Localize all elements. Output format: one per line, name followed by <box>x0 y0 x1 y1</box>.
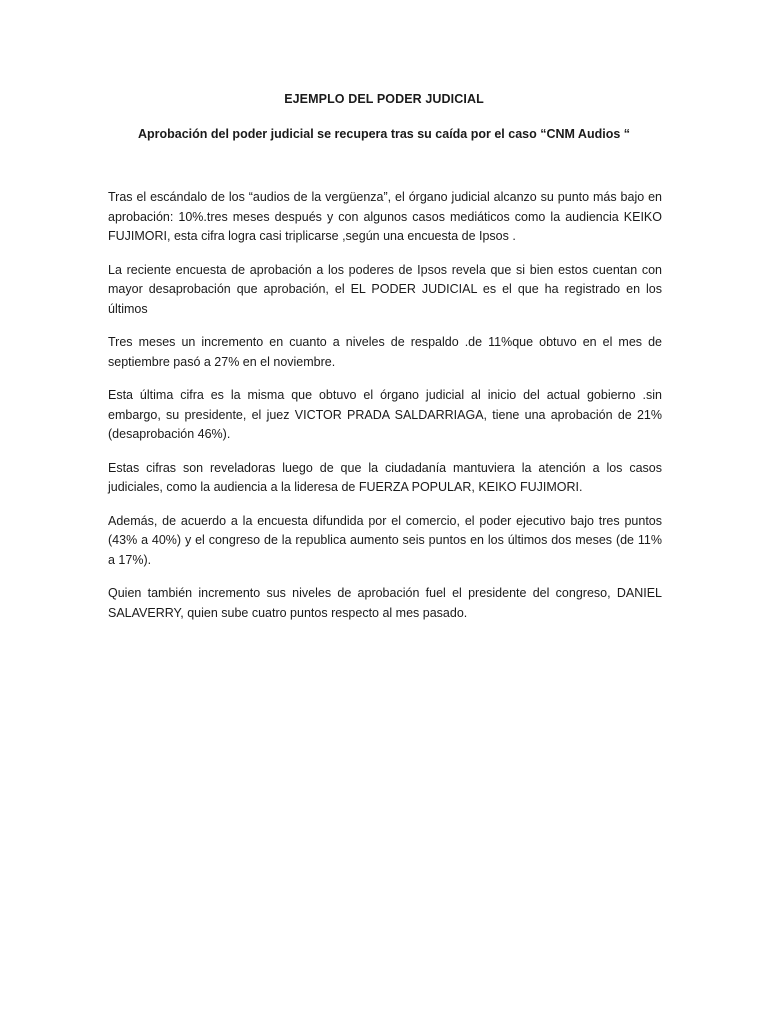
paragraph-3: Tres meses un incremento en cuanto a niveles de respaldo .de 11%que obtuvo en el mes de septiembre pasó a 27% en el noviembre. <box>108 335 662 369</box>
document-title: EJEMPLO DEL PODER JUDICIAL <box>284 92 484 106</box>
paragraph-4: Esta última cifra es la misma que obtuvo el órgano judicial al inicio del actual gobierno .sin embargo, su presidente, el juez VICTOR PRADA SALDARRIAGA, tiene una aprobación de 21% (desaprobación 46%). <box>108 388 662 441</box>
paragraph-5: Estas cifras son reveladoras luego de que la ciudadanía mantuviera la atención a los casos judiciales, como la audiencia a la lideresa de FUERZA POPULAR, KEIKO FUJIMORI. <box>108 460 662 494</box>
paragraph-7: Quien también incremento sus niveles de aprobación fuel el presidente del congreso, DANIEL SALAVERRY, quien sube cuatro puntos respecto al mes pasado. <box>108 586 662 620</box>
document-subtitle: Aprobación del poder judicial se recupera tras su caída por el caso “CNM Audios “ <box>137 127 631 141</box>
paragraph-1: Tras el escándalo de los “audios de la vergüenza”, el órgano judicial alcanzo su punto más bajo en aprobación: 10%.tres meses después y con algunos casos mediáticos como la audiencia KEIKO FUJIMORI, esta cifra logra casi triplicarse ,según una encuesta de Ipsos . <box>108 190 662 243</box>
paragraph-2: La reciente encuesta de aprobación a los poderes de Ipsos revela que si bien estos cuentan con mayor desaprobación que aprobación, el EL PODER JUDICIAL es el que ha registrado en los últimos <box>108 262 662 316</box>
paragraph-6: Además, de acuerdo a la encuesta difundida por el comercio, el poder ejecutivo bajo tres puntos (43% a 40%) y el congreso de la republica aumento seis puntos en los últimos dos meses (de 11% a 17%). <box>108 513 662 567</box>
document-body <box>108 188 662 637</box>
